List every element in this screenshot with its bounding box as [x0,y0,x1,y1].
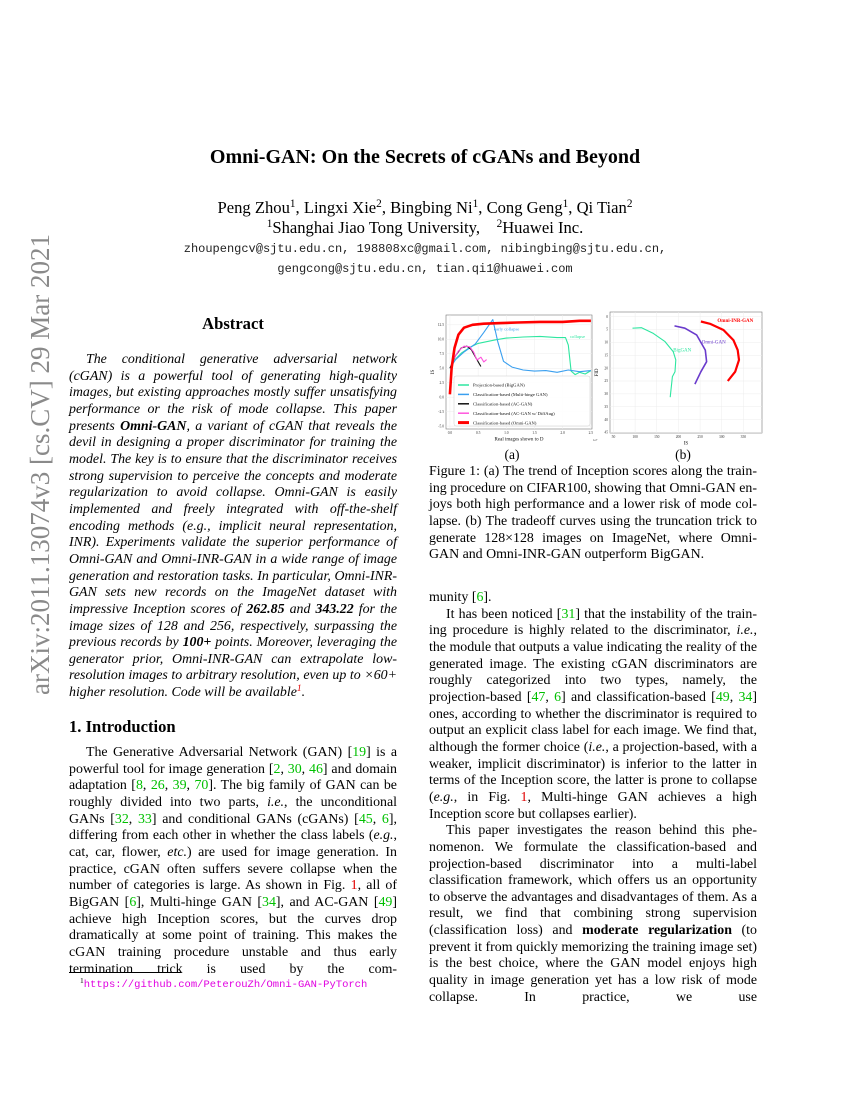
text-run: , in Fig. [453,789,521,805]
subfigure-label-b: (b) [675,447,691,462]
abstract-heading: Abstract [202,314,264,333]
x-scale-note: 1e7 [593,438,598,442]
subfigure-label-a: (a) [504,447,520,462]
italic-text: i.e. [736,623,754,639]
y-axis-label: IS [431,369,436,375]
section-heading-introduction: 1. Introduction [69,717,176,736]
text-run: , [372,811,382,827]
x-tick-label: 250 [697,435,703,439]
y-tick-label: 20 [604,366,608,371]
author-name: Cong Geng [486,198,563,217]
author-name: Peng Zhou [217,198,290,217]
paragraph [429,590,757,607]
author-separator: , [381,198,391,217]
text-run: , [301,761,310,777]
x-tick-label: 350 [740,435,747,439]
y-tick-label: 0.0 [439,395,444,400]
y-tick-label: 45 [604,430,608,435]
chart-legend [454,376,590,426]
text-run: , the unconditional GANs [ [69,794,397,827]
legend-label: Classification-based (AC-GAN) [473,401,533,407]
citation-link[interactable]: 49 [378,894,393,910]
affiliation-number: 1 [266,217,273,230]
y-tick-label: -5.0 [438,424,444,429]
legend-label: Classification-based (Omni-GAN) [473,420,537,426]
bold-text: moderate regularization [582,923,732,939]
bold-text: 262.85 [246,601,285,617]
y-tick-label: 2.5 [439,380,444,385]
text-run: , the module that outputs a value indicating the reality of the generated image. The existing cGAN discriminators are roughly categorized into two types, namely, the projection-based [ [429,623,757,705]
author-emails-line-1: zhoupengcv@sjtu.edu.cn, 198808xc@gmail.com, nibingbing@sjtu.edu.cn, [183,242,667,256]
citation-link[interactable]: 49 [715,689,730,705]
chart-annotation: early collapse [493,326,520,332]
paragraph [429,464,757,564]
author-separator: , [568,198,577,217]
x-tick-label: 0.0 [447,431,453,435]
author-affiliation-mark: 1 [289,197,296,210]
plot-area [610,312,762,433]
citation-link[interactable]: 31 [561,606,576,622]
text-run: ], differing from each other in whether the class labels ( [69,811,397,844]
author-list [0,198,850,217]
x-tick-label: 50 [611,435,616,439]
citation-link[interactable]: 70 [194,778,209,794]
x-tick-label: 1.0 [504,431,509,435]
y-tick-label: 5.0 [439,366,444,371]
text-run: , [280,761,288,777]
text-run: ]. [483,590,492,605]
y-tick-label: -2.5 [438,409,444,414]
citation-link[interactable]: 34 [738,689,753,705]
text-run: The conditional generative adversarial network (cGAN) is a powerful tool of generating high-quality images, but existing approaches mostly suffer unsatisfying performance or the risk of mode collapse. This paper presents [69,352,397,434]
text-run: munity [ [429,590,477,605]
x-axis-label: IS [683,441,689,447]
figure-reference-link[interactable]: 1 [520,789,528,805]
citation-link[interactable]: 26 [150,778,165,794]
author-affiliation-mark: 1 [472,197,479,210]
text-run: ] and conditional GANs (cGANs) [ [151,811,359,827]
citation-link[interactable]: 8 [135,778,143,794]
citation-link[interactable]: 30 [287,761,302,777]
text-run: , [729,689,739,705]
x-tick-label: 0.5 [475,431,481,435]
bold-text: 100+ [182,635,212,651]
text-run: , Multi-hinge GAN achieves a high Inception score but collapses earlier). [429,789,757,822]
introduction-body [69,745,397,978]
text-run: , [164,778,173,794]
y-tick-label: 0 [606,314,608,319]
figure-reference-link[interactable]: 1 [350,878,358,894]
author-separator: , [478,198,487,217]
text-run: and [284,601,316,617]
affiliations [0,218,850,237]
text-run: ) are used for image generation. In practice, cGAN often suffers severe collapse when the number of categories is large. As shown in Fig. [69,844,397,894]
citation-link[interactable]: 2 [273,761,281,777]
text-run: ] that the instability of the training procedure is highly related to the discriminator, [429,606,757,639]
citation-link[interactable]: 6 [129,894,137,910]
footnote-number: 1 [80,975,84,985]
x-tick-label: 150 [654,435,660,439]
y-tick-label: 15 [604,353,608,358]
text-run: Figure 1: (a) The trend of Inception scores along the training procedure on CIFAR100, showing that Omni-GAN enjoys both high performance and a lower risk of mode collapse. (b) The tradeoff curves using the truncation trick to generate 128×128 images on ImageNet, where Omni-GAN and Omni-INR-GAN outperform BigGAN. [429,464,757,563]
x-tick-label: 2.5 [588,431,594,435]
arxiv-identifier[interactable]: arXiv:2011.13074v3 [cs.CV] 29 Mar 2021 [25,234,55,695]
italic-text: etc. [167,844,187,860]
legend-label: Classification-based (Multi-hinge GAN) [473,392,548,398]
text-run: This paper investigates the reason behind this phenomenon. We formulate the classification-based and projection-based discriminator into a multi-label classification framework, which offers us an opportunity to observe the advantages and disadvantages of them. As a result, we find that combining strong supervision (classification loss) and [429,823,757,939]
citation-link[interactable]: 6 [476,590,484,605]
paragraph [429,823,757,1006]
author-name: Qi Tian [576,198,627,217]
paragraph [69,745,397,978]
x-tick-label: 100 [632,435,638,439]
text-run: ] achieve high Inception scores, but the curves drop dramatically at some point of training. This makes the cGAN training procedure unstable and thus early termination trick is used by the com- [69,894,397,977]
citation-link[interactable]: 46 [309,761,323,777]
chart-annotation: Omni-GAN [701,340,726,346]
text-run: , all of BigGAN [ [69,878,398,910]
citation-link[interactable]: 39 [172,778,187,794]
author-name: Bingbing Ni [390,198,473,217]
italic-text: i.e. [267,794,285,810]
text-run: , [545,689,555,705]
y-axis-label: FID [595,368,600,377]
text-run: It has been noticed [ [446,606,562,622]
text-run: points. Moreover, leveraging the generator prior, Omni-INR-GAN can extrapolate low-resolution images to arbitrary resolution, even up to ×60+ higher resolution. Code will be available [69,635,397,701]
citation-link[interactable]: 6 [554,689,562,705]
text-run: The Generative Adversarial Network (GAN) [ [86,745,353,760]
text-run: , cat, car, flower, [69,828,397,860]
italic-text: i.e. [588,739,606,755]
italic-text: e.g. [373,828,394,844]
y-tick-label: 10 [604,340,608,345]
citation-link[interactable]: 34 [262,894,276,910]
text-run: ] and classification-based [ [561,689,716,705]
x-tick-label: 200 [675,435,682,439]
author-emails-line-2: gengcong@sjtu.edu.cn, tian.qi1@huawei.com [277,262,573,276]
text-run: ] is a powerful tool for image generation [ [69,745,397,777]
y-tick-label: 25 [604,379,608,384]
x-tick-label: 2.0 [560,431,565,435]
y-tick-label: 10.0 [437,337,444,342]
y-tick-label: 5 [606,327,608,332]
text-run: , a projection-based, with a weaker, implicit discriminator) is inferior to the latter in terms of the Inception score, the latter is prone to collapse ( [429,739,757,805]
figure-caption [429,464,757,564]
text-run: ], Multi-hinge GAN [ [136,894,262,910]
citation-link[interactable]: 45 [358,811,373,827]
y-tick-label: 30 [604,392,608,397]
chart-annotation: Omni-INR-GAN [717,318,754,324]
footnote-divider [69,972,181,973]
author-name: Lingxi Xie [303,198,377,217]
text-run: for the image sizes of 128 and 256, respectively, surpassing the previous records by [69,601,397,651]
x-tick-label: 300 [719,435,725,439]
text-run: , [142,778,151,794]
y-tick-label: 12.5 [437,323,444,328]
affiliation-number: 2 [496,217,503,230]
legend-label: Projection-based (BigGAN) [473,382,525,388]
y-tick-label: 35 [604,404,608,409]
legend-label: Classification-based (AC-GAN w/ DiffAug) [473,410,555,416]
abstract-body [69,352,397,702]
footnote-marker[interactable]: 1 [296,683,302,694]
citation-link[interactable]: 32 [114,811,129,827]
footnote [80,977,367,992]
citation-link[interactable]: 6 [381,811,389,827]
author-affiliation-mark: 2 [376,197,382,210]
x-axis-label: Real images shown to D [494,437,544,443]
y-tick-label: 40 [604,417,608,422]
text-run: ], and AC-GAN [ [275,894,379,910]
author-affiliation-mark: 2 [626,197,633,210]
citation-link[interactable]: 47 [531,689,546,705]
paragraph [429,607,757,824]
x-tick-label: 1.5 [532,431,537,435]
affiliation-name: Shanghai Jiao Tong University, [272,218,480,237]
text-run: , [128,811,138,827]
citation-link[interactable]: 33 [137,811,152,827]
author-affiliation-mark: 1 [562,197,569,210]
paper-title: Omni-GAN: On the Secrets of cGANs and Beyond [209,146,641,168]
text-run: ]. The big family of GAN can be roughly divided into two parts, [69,778,397,810]
y-tick-label: 7.5 [439,351,444,356]
chart-annotation: collapse [570,334,586,340]
bold-text: 343.22 [315,601,354,617]
chart-a [431,315,598,443]
italic-text: e.g. [433,789,454,805]
text-run: , [186,778,195,794]
text-run: (to prevent it from quickly memorizing the training image set) is the best choice, where the GAN model enjoys high quality in image generation yet has a low risk of mode collapse. In practice, we use [429,923,757,1005]
text-run: , a variant of cGAN that reveals the devil in designing a proper discriminator for training the model. The key is to ensure that the discriminator receives strong supervision to perceive the concepts and moderate regularization to avoid collapse. Omni-GAN is easily implemented and freely integrated with off-the-shelf encoding methods (e.g., implicit neural representation, INR). Experiments validate the superior performance of Omni-GAN and Omni-INR-GAN in a wide range of image generation and restoration tasks. In particular, Omni-INR-GAN sets new records on the ImageNet dataset with impressive Inception scores of [69,418,397,617]
text-run: ] ones, according to whether the discriminator is required to output an explicit class label for each image. We find that, although the former choice ( [429,689,757,755]
affiliation-name: Huawei Inc. [502,218,584,237]
chart-annotation: BigGAN [673,348,692,354]
author-separator: , [295,198,304,217]
footnote-link[interactable]: https://github.com/PeterouZh/Omni-GAN-PyTorch [83,979,368,991]
bold-text: Omni-GAN [120,418,187,434]
chart-b [595,312,762,447]
right-column-body [429,590,757,1006]
paragraph [69,352,397,702]
text-run: . [301,685,306,701]
citation-link[interactable]: 19 [352,745,367,760]
figure-1 [425,305,770,447]
text-run: ] and domain adaptation [ [69,761,397,794]
